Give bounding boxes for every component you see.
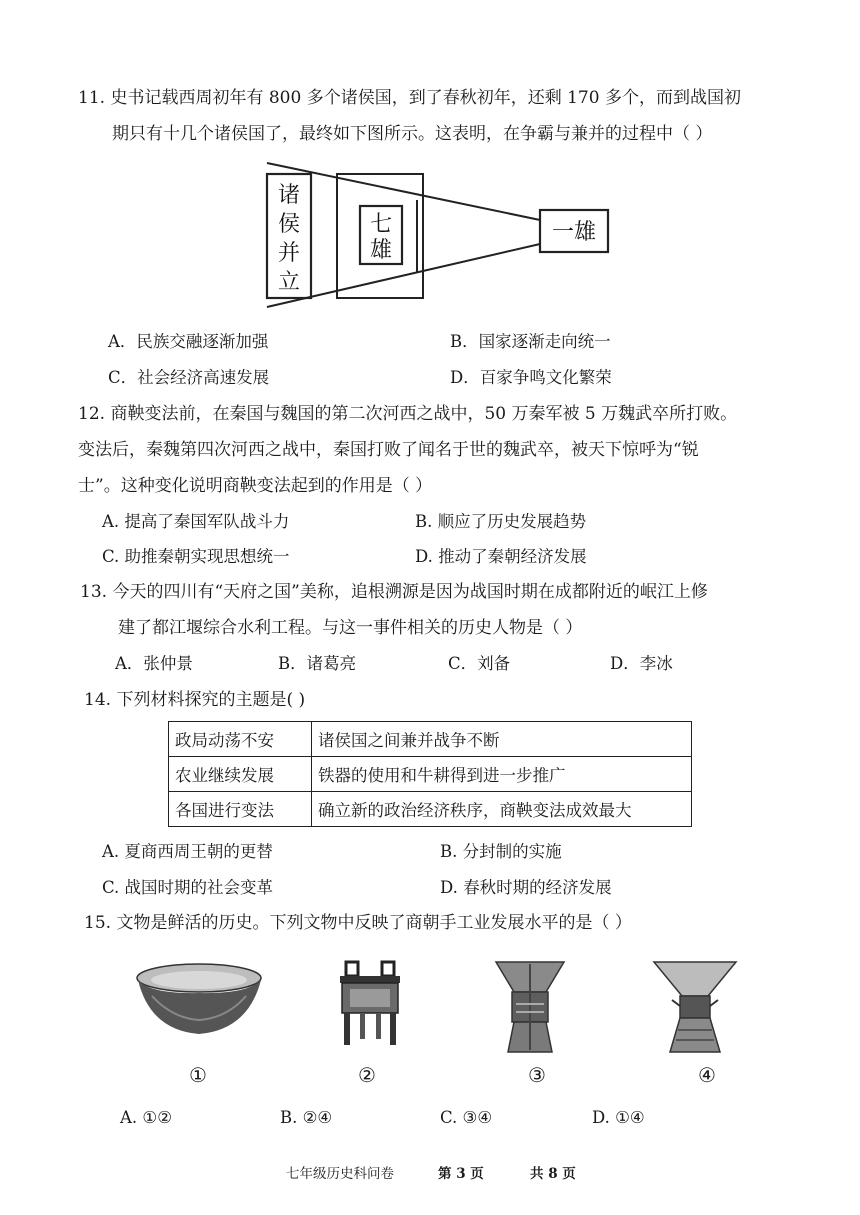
box1-char-2: 侯 — [277, 212, 301, 237]
q13-option-c[interactable]: C．刘备 — [448, 654, 511, 673]
q14-option-d[interactable]: D. 春秋时期的经济发展 — [440, 878, 612, 897]
q12-line3: 士”。这种变化说明商鞅变法起到的作用是（ ） — [78, 476, 433, 496]
q14-line1: 14. 下列材料探究的主题是( ) — [84, 690, 306, 710]
bronze-ding-image — [330, 958, 410, 1054]
q12-line2: 变法后，秦魏第四次河西之战中，秦国打败了闻名于世的魏武卒，被天下惊呼为“锐 — [78, 440, 699, 460]
q12-option-c[interactable]: C. 助推秦朝实现思想统一 — [102, 547, 290, 566]
table-row — [169, 757, 692, 792]
pottery-bowl-image — [132, 960, 267, 1045]
box1-char-4: 立 — [277, 270, 301, 295]
q11-option-b[interactable]: B．国家逐渐走向统一 — [450, 332, 611, 351]
q13-option-d[interactable]: D．李冰 — [610, 654, 673, 673]
artifact-label-1: ① — [189, 1063, 207, 1087]
table-cell: 农业继续发展 — [169, 757, 312, 792]
q15-option-d[interactable]: D. ①④ — [592, 1108, 645, 1127]
q11-option-c[interactable]: C．社会经济高速发展 — [108, 368, 270, 387]
q12-option-b[interactable]: B. 顺应了历史发展趋势 — [415, 512, 587, 531]
table-cell: 政局动荡不安 — [169, 722, 312, 757]
artifact-label-3: ③ — [528, 1063, 546, 1087]
table-row — [169, 792, 692, 827]
q11-funnel-diagram — [262, 160, 622, 310]
table-cell: 各国进行变法 — [169, 792, 312, 827]
q11-option-a[interactable]: A．民族交融逐渐加强 — [108, 332, 269, 351]
q13-line2: 建了都江堰综合水利工程。与这一事件相关的历史人物是（ ） — [118, 618, 583, 638]
footer-page-number: 第 3 页 — [438, 1166, 484, 1182]
q11-option-d[interactable]: D．百家争鸣文化繁荣 — [450, 368, 612, 387]
q15-line1: 15. 文物是鲜活的历史。下列文物中反映了商朝手工业发展水平的是（ ） — [84, 913, 632, 933]
q12-option-a[interactable]: A. 提高了秦国军队战斗力 — [102, 512, 290, 531]
q12-option-d[interactable]: D. 推动了秦朝经济发展 — [415, 547, 587, 566]
table-cell: 诸侯国之间兼并战争不断 — [312, 722, 692, 757]
q13-option-a[interactable]: A．张仲景 — [115, 654, 193, 673]
q13-option-b[interactable]: B．诸葛亮 — [278, 654, 357, 673]
box2-char-2: 雄 — [369, 238, 393, 263]
q14-option-b[interactable]: B. 分封制的实施 — [440, 842, 562, 861]
footer-total-pages: 共 8 页 — [530, 1166, 576, 1182]
bronze-gu-image — [650, 956, 740, 1056]
q11-line1: 11. 史书记载西周初年有 800 多个诸侯国，到了春秋初年，还剩 170 多个，而到战国初 — [78, 88, 741, 108]
q14-option-a[interactable]: A. 夏商西周王朝的更替 — [102, 842, 273, 861]
box1-char-3: 并 — [277, 241, 301, 266]
artifact-label-2: ② — [358, 1063, 376, 1087]
table-cell: 铁器的使用和牛耕得到进一步推广 — [312, 757, 692, 792]
q14-option-c[interactable]: C. 战国时期的社会变革 — [102, 878, 274, 897]
table-row — [169, 722, 692, 757]
q15-option-b[interactable]: B. ②④ — [280, 1108, 333, 1127]
q12-line1: 12. 商鞅变法前，在秦国与魏国的第二次河西之战中，50 万秦军被 5 万魏武卒所打败。 — [78, 404, 738, 424]
q14-material-table — [168, 721, 692, 827]
footer-course: 七年级历史科问卷 — [286, 1166, 394, 1182]
box3-label: 一雄 — [551, 220, 597, 245]
bronze-zun-image — [490, 956, 570, 1056]
q15-option-a[interactable]: A. ①② — [120, 1108, 172, 1127]
q15-option-c[interactable]: C. ③④ — [440, 1108, 493, 1127]
box1-char-1: 诸 — [277, 183, 301, 208]
box2-char-1: 七 — [369, 212, 393, 237]
q13-line1: 13. 今天的四川有“天府之国”美称，追根溯源是因为战国时期在成都附近的岷江上修 — [80, 582, 708, 602]
artifact-label-4: ④ — [698, 1063, 716, 1087]
table-cell: 确立新的政治经济秩序，商鞅变法成效最大 — [312, 792, 692, 827]
q11-line2: 期只有十几个诸侯国了，最终如下图所示。这表明，在争霸与兼并的过程中（ ） — [112, 124, 713, 144]
